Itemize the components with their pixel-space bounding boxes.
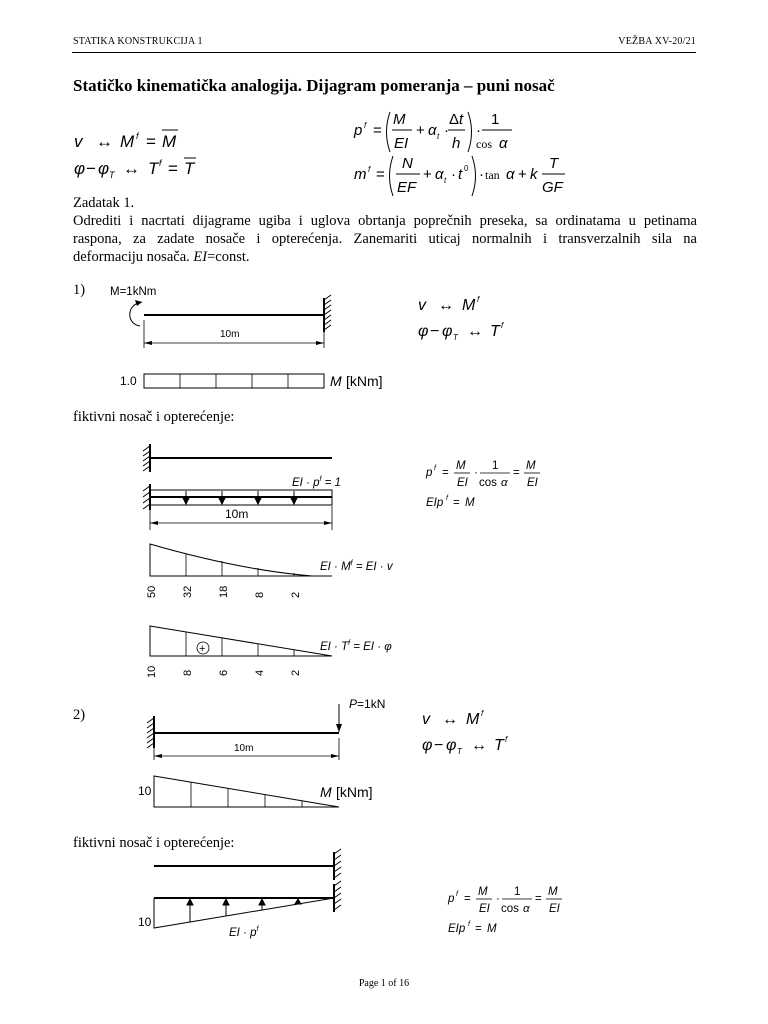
svg-text:=: =	[535, 893, 542, 905]
svg-text:=: =	[376, 166, 385, 183]
force-label: P=1kN	[349, 697, 386, 711]
fictive-load-label: EI · $p^f = 1$	[292, 476, 341, 489]
page-footer: Page 1 of 16	[358, 978, 410, 989]
svg-text:↔: ↔	[471, 737, 487, 754]
problem-1-number: 1)	[73, 282, 86, 298]
svg-text:10: 10	[146, 665, 158, 678]
svg-text:α: α	[501, 477, 508, 489]
svg-text:EI: EI	[549, 903, 560, 915]
header-rule	[72, 52, 696, 53]
formula-phi-t: φ	[74, 159, 86, 178]
problem-2-fictive-caption: fiktivni nosač i opterećenje:	[73, 835, 235, 851]
svg-text:N: N	[402, 155, 413, 172]
svg-text:M: M	[393, 111, 406, 128]
svg-text:T: T	[109, 170, 115, 180]
moment-arrow-icon	[130, 302, 142, 326]
svg-text:f: f	[468, 921, 470, 928]
moment-unit-symbol-2: M	[320, 784, 332, 800]
svg-text:+: +	[518, 166, 527, 183]
moment-unit-symbol: M	[330, 373, 342, 389]
svg-text:f: f	[501, 321, 504, 330]
svg-text:·: ·	[474, 467, 478, 479]
svg-text:t: t	[459, 111, 464, 128]
span-label: 10m	[220, 329, 240, 340]
formula-left	[74, 130, 196, 180]
svg-text:↔: ↔	[467, 323, 483, 340]
svg-text:f: f	[446, 495, 448, 502]
svg-text:h: h	[452, 135, 461, 152]
svg-text:8: 8	[254, 591, 266, 598]
svg-text:18: 18	[218, 585, 230, 598]
svg-text:+: +	[199, 643, 206, 655]
fictive-value-label: 10	[138, 915, 152, 929]
moment-diagram	[144, 374, 324, 388]
svg-text:f: f	[505, 735, 508, 744]
svg-text:p: p	[354, 122, 363, 139]
problem-1-beam	[100, 282, 400, 392]
moment-value-label-2: 10	[138, 784, 152, 798]
svg-text:4: 4	[254, 669, 266, 676]
svg-text:↔: ↔	[123, 159, 140, 178]
svg-text:φ: φ	[446, 737, 457, 754]
svg-text:M: M	[466, 711, 480, 728]
page-title: Statičko kinematička analogija. Dijagram pomeranja – puni nosač	[73, 76, 555, 95]
svg-text:T: T	[457, 747, 462, 756]
svg-text:T: T	[549, 155, 559, 172]
moment-value-label: 1.0	[120, 374, 137, 388]
svg-text:cos: cos	[476, 137, 492, 151]
svg-text:v: v	[422, 711, 430, 728]
formula-v-m: v	[74, 132, 83, 151]
svg-text:M: M	[120, 132, 135, 151]
svg-text:f: f	[434, 465, 436, 472]
svg-text:↔: ↔	[442, 711, 458, 728]
applied-moment-label: M=1kNm	[110, 286, 157, 298]
svg-text:1: 1	[492, 460, 499, 472]
svg-text:+: +	[416, 122, 425, 139]
svg-text:EIp: EIp	[448, 923, 466, 935]
svg-text:M: M	[548, 886, 558, 898]
svg-text:·: ·	[496, 893, 500, 905]
svg-text:·: ·	[444, 122, 449, 139]
svg-text:f: f	[159, 158, 162, 168]
svg-text:−: −	[86, 159, 96, 178]
svg-text:32: 32	[182, 585, 194, 598]
svg-text:T: T	[148, 159, 159, 178]
svg-text:M: M	[456, 460, 466, 472]
svg-text:T: T	[453, 333, 458, 342]
problem-2-analogy	[416, 704, 536, 760]
svg-text:t: t	[458, 166, 463, 183]
problem-1-fictive-formula	[420, 456, 560, 514]
svg-text:f: f	[456, 891, 458, 898]
svg-text:f: f	[368, 165, 371, 174]
svg-text:+: +	[423, 166, 432, 183]
deflection-label: EI · $M^f$ = EI · v	[320, 560, 393, 573]
svg-text:φ: φ	[442, 323, 453, 340]
svg-text:t: t	[437, 132, 440, 141]
svg-text:·: ·	[451, 166, 456, 183]
svg-text:f: f	[364, 121, 367, 130]
svg-text:Δ: Δ	[449, 111, 460, 128]
span-label-2: 10m	[234, 743, 254, 754]
moment-unit: [kNm]	[346, 373, 383, 389]
task-line-2: raspona, za zadate nosače i opterećenja. Zanemariti uticaj normalnih i transverzalnih sila na	[73, 231, 697, 247]
deflection-diagram	[150, 544, 312, 576]
upward-load-arrows-icon	[187, 899, 301, 922]
header-exercise: VEŽBA XV-20/21	[618, 36, 696, 47]
svg-text:6: 6	[218, 669, 230, 676]
svg-text:50: 50	[146, 585, 158, 598]
svg-text:k: k	[530, 166, 538, 183]
fictive-load-triangle	[154, 898, 334, 928]
svg-text:T: T	[494, 737, 504, 754]
svg-text:p: p	[448, 893, 455, 905]
svg-text:2: 2	[290, 591, 302, 598]
problem-1-analogy	[412, 290, 532, 346]
svg-text:↔: ↔	[438, 297, 454, 314]
svg-text:f: f	[477, 295, 480, 304]
problem-2-number: 2)	[73, 707, 86, 723]
svg-text:f: f	[481, 709, 484, 718]
svg-text:φ: φ	[418, 323, 429, 340]
svg-text:cos: cos	[479, 477, 497, 489]
rotation-label: EI · $T^f$ = EI · φ	[320, 640, 392, 653]
svg-text:t: t	[444, 176, 447, 185]
svg-text:α: α	[435, 166, 444, 183]
svg-text:tan: tan	[485, 168, 500, 182]
svg-text:α: α	[428, 122, 437, 139]
svg-text:=: =	[464, 893, 471, 905]
svg-text:EIp: EIp	[426, 497, 444, 509]
deflection-values	[146, 586, 302, 598]
svg-text:=: =	[168, 159, 178, 178]
svg-text:EF: EF	[397, 179, 417, 196]
svg-text:α: α	[523, 903, 530, 915]
svg-text:·: ·	[479, 166, 484, 183]
problem-2-beam	[134, 696, 404, 812]
svg-text:=: =	[513, 467, 520, 479]
problem-2-fictive-diagrams	[134, 848, 374, 952]
svg-text:M: M	[462, 297, 476, 314]
task-line-1: Odrediti i nacrtati dijagrame ugiba i uglova obrtanja poprečnih preseka, sa ordinatama u petinama	[73, 213, 697, 229]
svg-text:−: −	[430, 323, 440, 340]
moment-diagram-2	[154, 776, 339, 807]
task-text	[73, 194, 697, 266]
svg-text:φ: φ	[98, 159, 110, 178]
header-course: STATIKA KONSTRUKCIJA 1	[73, 36, 203, 47]
svg-text:cos: cos	[501, 903, 519, 915]
svg-text:·: ·	[476, 122, 481, 139]
problem-1-fictive-diagrams	[140, 440, 410, 682]
svg-text:EI: EI	[479, 903, 490, 915]
svg-text:T: T	[490, 323, 500, 340]
problem-2-fictive-formula	[442, 882, 582, 940]
svg-text:EI: EI	[394, 135, 409, 152]
fictive-load-label-2: EI · $p^f$	[229, 926, 259, 939]
problem-1-fictive-caption: fiktivni nosač i opterećenje:	[73, 409, 235, 425]
svg-text:T: T	[184, 159, 195, 178]
svg-text:M: M	[478, 886, 488, 898]
svg-text:M: M	[526, 460, 536, 472]
svg-text:−: −	[434, 737, 444, 754]
moment-unit-2: [kNm]	[336, 784, 373, 800]
svg-text:M: M	[487, 923, 497, 935]
fictive-span-label: 10m	[225, 507, 249, 521]
svg-text:GF: GF	[542, 179, 563, 196]
svg-text:1: 1	[514, 886, 521, 898]
svg-text:α: α	[499, 135, 508, 152]
task-line-3: deformaciju nosača. EI=const.	[73, 249, 250, 265]
svg-text:M: M	[162, 132, 177, 151]
task-label: Zadatak 1.	[73, 195, 135, 211]
rotation-values	[146, 666, 302, 678]
svg-text:φ: φ	[422, 737, 433, 754]
svg-text:=: =	[373, 122, 382, 139]
svg-text:8: 8	[182, 669, 194, 676]
svg-text:=: =	[442, 467, 449, 479]
formula-right	[353, 111, 565, 196]
svg-text:M: M	[465, 497, 475, 509]
svg-text:=: =	[475, 923, 482, 935]
svg-text:p: p	[426, 467, 433, 479]
svg-text:=: =	[146, 132, 156, 151]
svg-text:2: 2	[290, 669, 302, 676]
svg-text:EI: EI	[527, 477, 538, 489]
svg-text:f: f	[136, 131, 139, 141]
svg-text:α: α	[506, 166, 515, 183]
svg-text:0: 0	[464, 164, 469, 173]
svg-text:v: v	[418, 297, 426, 314]
svg-text:=: =	[453, 497, 460, 509]
svg-text:m: m	[354, 166, 367, 183]
rotation-diagram	[150, 626, 332, 656]
svg-text:↔: ↔	[96, 132, 113, 151]
svg-text:EI: EI	[457, 477, 468, 489]
formula-block	[60, 104, 700, 198]
svg-text:1: 1	[491, 111, 500, 128]
